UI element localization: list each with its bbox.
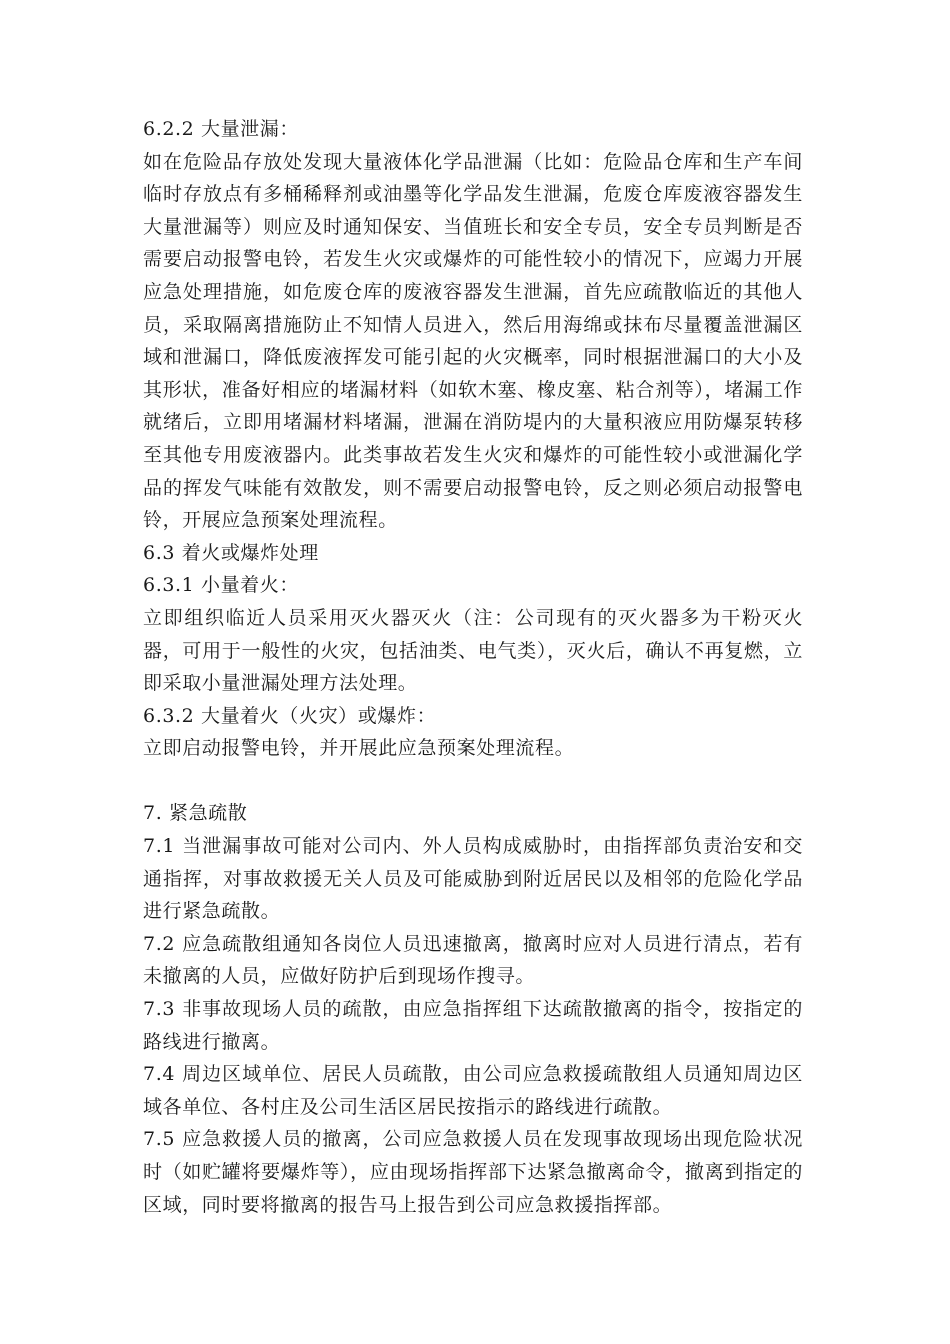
paragraph-7-4: 7.4 周边区域单位、居民人员疏散，由公司应急救援疏散组人员通知周边区域各单位、各村庄及公司生活区居民按指示的路线进行疏散。	[143, 1063, 803, 1118]
paragraph-7-1: 7.1 当泄漏事故可能对公司内、外人员构成威胁时，由指挥部负责治安和交通指挥，对事故救援无关人员及可能威胁到附近居民以及相邻的危险化学品进行紧急疏散。	[143, 835, 803, 923]
blank-line	[143, 765, 803, 798]
paragraph-6-2-2: 如在危险品存放处发现大量液体化学品泄漏（比如：危险品仓库和生产车间临时存放点有多桶稀释剂或油墨等化学品发生泄漏，危废仓库废液容器发生大量泄漏等）则应及时通知保安、当值班长和安全专员，安全专员判断是否需要启动报警电铃，若发生火灾或爆炸的可能性较小的情况下，应竭力开展应急处理措施，如危废仓库的废液容器发生泄漏，首先应疏散临近的其他人员，采取隔离措施防止不知情人员进入，然后用海绵或抹布尽量覆盖泄漏区域和泄漏口，降低废液挥发可能引起的火灾概率，同时根据泄漏口的大小及其形状，准备好相应的堵漏材料（如软木塞、橡皮塞、粘合剂等），堵漏工作就绪后，立即用堵漏材料堵漏，泄漏在消防堤内的大量积液应用防爆泵转移至其他专用废液器内。此类事故若发生火灾和爆炸的可能性较小或泄漏化学品的挥发气味能有效散发，则不需要启动报警电铃，反之则必须启动报警电铃，开展应急预案处理流程。	[143, 150, 803, 532]
paragraph-6-3-2: 立即启动报警电铃，并开展此应急预案处理流程。	[143, 737, 575, 760]
paragraph-6-3-1: 立即组织临近人员采用灭火器灭火（注：公司现有的灭火器多为干粉灭火器，可用于一般性的火灾，包括油类、电气类），灭火后，确认不再复燃，立即采取小量泄漏处理方法处理。	[143, 606, 803, 695]
heading-6-2-2: 6.2.2 大量泄漏：	[143, 118, 299, 140]
paragraph-7-5: 7.5 应急救援人员的撤离，公司应急救援人员在发现事故现场出现危险状况时（如贮罐将要爆炸等），应由现场指挥部下达紧急撤离命令，撤离到指定的区域，同时要将撤离的报告马上报告到公司应急救援指挥部。	[143, 1128, 803, 1216]
paragraph-7-3: 7.3 非事故现场人员的疏散，由应急指挥组下达疏散撤离的指令，按指定的路线进行撤离。	[143, 998, 803, 1053]
paragraph-7-2: 7.2 应急疏散组通知各岗位人员迅速撤离，撤离时应对人员进行清点，若有未撤离的人员，应做好防护后到现场作搜寻。	[143, 932, 803, 988]
heading-6-3-1: 6.3.1 小量着火：	[143, 574, 299, 597]
heading-7: 7. 紧急疏散	[143, 802, 248, 825]
heading-6-3-2: 6.3.2 大量着火（火灾）或爆炸：	[143, 704, 437, 727]
heading-6-3: 6.3 着火或爆炸处理	[143, 541, 319, 564]
document-page	[143, 113, 803, 1221]
